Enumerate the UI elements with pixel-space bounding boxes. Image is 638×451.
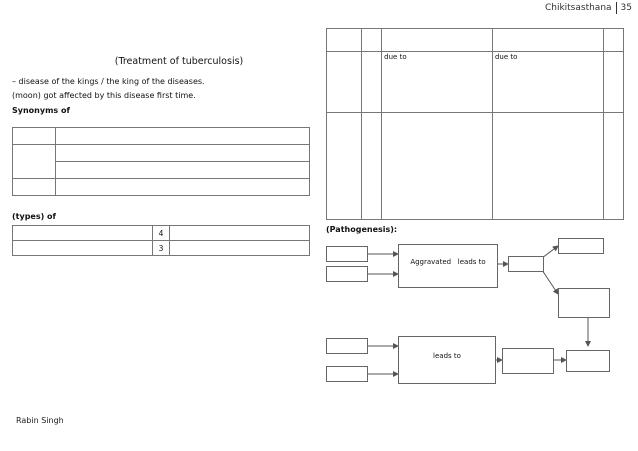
table-cell [603, 52, 623, 113]
rupa-table [12, 127, 310, 196]
samprapti-heading [326, 225, 624, 234]
leads-to-text: leads to [457, 258, 486, 266]
nidan-text: due to [384, 53, 407, 61]
row-label [327, 52, 362, 113]
lakshan-cell [56, 179, 310, 196]
flow-text [433, 352, 461, 360]
column-header [603, 29, 623, 52]
column-header [382, 29, 493, 52]
flow-text [410, 258, 485, 266]
bheda-list [170, 241, 310, 256]
bheda-heading [12, 212, 310, 221]
table-cell [603, 113, 623, 220]
column-header [362, 29, 382, 52]
synonyms-label: Synonyms of [12, 106, 70, 115]
table-row [13, 128, 310, 145]
bheda-label: (types) of [12, 212, 57, 221]
table-cell [362, 113, 382, 220]
flow-box [508, 256, 544, 272]
table-row [13, 145, 310, 162]
table-row [327, 113, 624, 220]
samprapti-label: (Pathogenesis): [326, 225, 398, 234]
flow-box-aggravated [398, 244, 498, 288]
flow-box [558, 238, 604, 254]
table-cell [362, 52, 382, 113]
aggravated-word: Aggravated [410, 258, 452, 266]
flow-box [326, 366, 368, 382]
bheda-list [170, 226, 310, 241]
row-value [56, 145, 310, 162]
synonyms-line [12, 106, 310, 115]
column-header [492, 29, 603, 52]
section-heading-english: (Treatment of tuberculosis) [114, 56, 244, 67]
bheda-count: 3 [153, 241, 170, 256]
table-row [13, 162, 310, 179]
row-label [13, 128, 56, 145]
bheda-table [12, 225, 310, 256]
leads-to-text: leads to [433, 352, 461, 360]
nidan-text: due to [494, 53, 518, 61]
types-comparison-table [326, 28, 624, 220]
intro-line-2: (moon) got affected by this disease first time. [12, 91, 196, 100]
intro-paragraph [12, 75, 310, 103]
table-row [13, 241, 310, 256]
flow-box-leads [398, 336, 496, 384]
table-row [13, 179, 310, 196]
section-heading [48, 42, 310, 53]
flow-box [326, 266, 368, 282]
bheda-type [13, 241, 153, 256]
table-cell [492, 52, 603, 113]
left-column [12, 42, 310, 256]
intro-line-1: – disease of the kings / the king of the diseases. [12, 77, 205, 86]
row-value [56, 128, 310, 145]
bheda-type [13, 226, 153, 241]
pathogenesis-flowchart [326, 236, 624, 446]
row-label [327, 113, 362, 220]
table-row [327, 52, 624, 113]
page-number: 35 [620, 3, 632, 13]
flow-box [502, 348, 554, 374]
flow-box [566, 350, 610, 372]
table-row [13, 226, 310, 241]
header-divider [616, 2, 617, 14]
flow-box [326, 246, 368, 262]
right-column [326, 28, 624, 446]
table-header-row [327, 29, 624, 52]
table-cell [382, 113, 493, 220]
chapter-title: Chikitsasthana [544, 3, 612, 13]
row-label [13, 145, 56, 179]
table-cell [492, 113, 603, 220]
column-header [327, 29, 362, 52]
author-footer: Rabin Singh [16, 416, 64, 425]
row-label [13, 179, 56, 196]
table-cell [382, 52, 493, 113]
bheda-count: 4 [153, 226, 170, 241]
page-header [545, 2, 632, 14]
flow-box [558, 288, 610, 318]
flow-box [326, 338, 368, 354]
row-value [56, 162, 310, 179]
